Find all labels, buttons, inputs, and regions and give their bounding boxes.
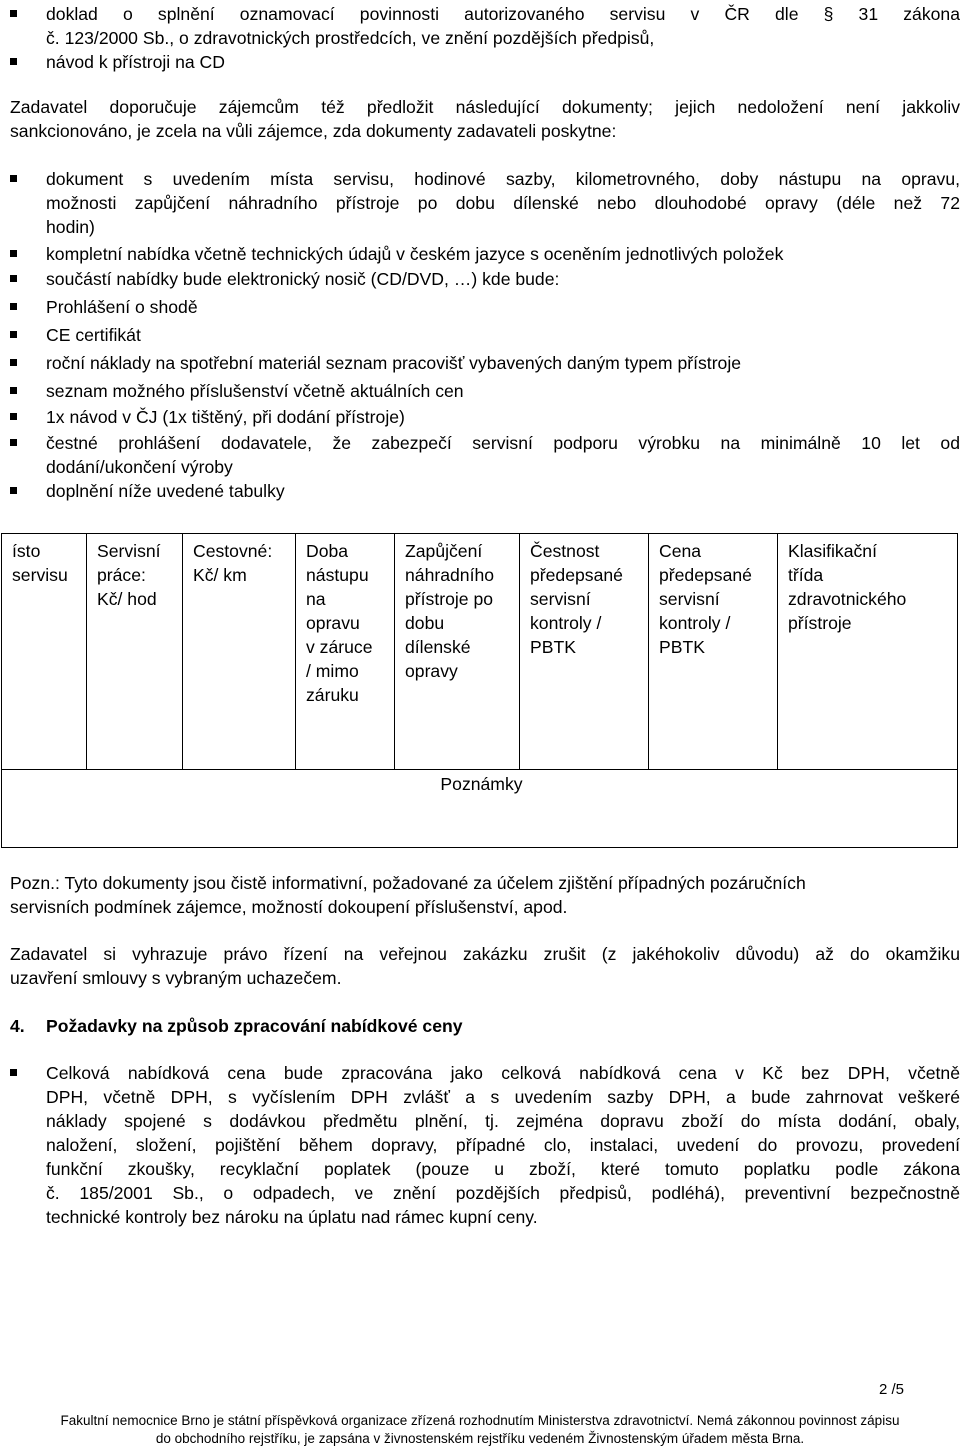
list-item-line: č. 185/2001 Sb., o odpadech, ve znění pozdějších předpisů, podléhá), preventivní bezpečnostně bbox=[46, 1183, 960, 1203]
square-bullet-icon bbox=[10, 58, 17, 65]
header-cell-device-class: Klasifikační třída zdravotnického přístroje bbox=[778, 534, 958, 770]
square-bullet-icon bbox=[10, 10, 17, 17]
list-item-line: Celková nabídková cena bude zpracována jako celková nabídková cena v Kč bez DPH, včetně bbox=[46, 1063, 960, 1083]
header-cell-servis-location: ísto servisu bbox=[2, 534, 87, 770]
list-item bbox=[10, 323, 960, 347]
square-bullet-icon bbox=[10, 387, 17, 394]
list-item bbox=[10, 405, 960, 429]
square-bullet-icon bbox=[10, 439, 17, 446]
list-item bbox=[10, 2, 960, 50]
square-bullet-icon bbox=[10, 331, 17, 338]
square-bullet-icon bbox=[10, 413, 17, 420]
list-item-line: naložení, složení, pojištění během dopravy, případné clo, instalaci, uvedení do provozu, provedení bbox=[46, 1135, 960, 1155]
list-item-line: CE certifikát bbox=[46, 325, 141, 345]
service-table bbox=[1, 533, 958, 848]
list-item-line: Prohlášení o shodě bbox=[46, 297, 198, 317]
square-bullet-icon bbox=[10, 487, 17, 494]
list-item-line: možnosti zapůjčení náhradního přístroje po dobu dílenské nebo dlouhodobé opravy (déle než 72 bbox=[46, 193, 960, 213]
list-item-line: dokument s uvedením místa servisu, hodinové sazby, kilometrovného, doby nástupu na opravu, bbox=[46, 169, 960, 189]
list-item-line: funkční zkoušky, recyklační poplatek (pouze u zboží, které tomuto poplatku podle zákona bbox=[46, 1159, 960, 1179]
section-number: 4. bbox=[10, 1016, 25, 1036]
list-item-line: čestné prohlášení dodavatele, že zabezpečí servisní podporu výrobku na minimálně 10 let od bbox=[46, 433, 960, 453]
list-item bbox=[10, 479, 960, 503]
note-paragraph bbox=[10, 871, 960, 919]
list-item-line: návod k přístroji na CD bbox=[46, 52, 225, 72]
list-item-line: č. 123/2000 Sb., o zdravotnických prostředcích, ve znění pozdějších předpisů, bbox=[46, 28, 655, 48]
list-item-line: roční náklady na spotřební materiál seznam pracovišť vybavených daným typem přístroje bbox=[46, 353, 742, 373]
list-item bbox=[10, 431, 960, 479]
list-item-line: technické kontroly bez nároku na úplatu nad rámec kupní ceny. bbox=[46, 1207, 538, 1227]
header-cell-service-work: Servisní práce: Kč/ hod bbox=[87, 534, 183, 770]
footer-line: Fakultní nemocnice Brno je státní příspěvková organizace zřízená rozhodnutím Ministerstva zdravotnictví. Nemá zákonnou povinnost zápisu bbox=[60, 1413, 900, 1428]
footer-line: do obchodního rejstříku, je zapsána v živnostenském rejstříku vedeném Živnostenským úřadem města Brna. bbox=[155, 1431, 805, 1446]
list-item bbox=[10, 351, 960, 375]
price-bullet-list bbox=[10, 1061, 960, 1229]
list-item bbox=[10, 167, 960, 239]
section-heading bbox=[10, 1014, 463, 1038]
paragraph-line: Zadavatel si vyhrazuje právo řízení na veřejnou zakázku zrušit (z jakéhokoliv důvodu) až do okamžiku bbox=[10, 944, 960, 964]
list-item-line: hodin) bbox=[46, 217, 95, 237]
notes-label: Poznámky bbox=[440, 774, 523, 794]
list-item bbox=[10, 1061, 960, 1229]
square-bullet-icon bbox=[10, 250, 17, 257]
reserve-paragraph bbox=[10, 942, 960, 990]
square-bullet-icon bbox=[10, 359, 17, 366]
list-item bbox=[10, 379, 960, 403]
paragraph-line: Zadavatel doporučuje zájemcům též předložit následující dokumenty; jejich nedoložení není jakkoliv bbox=[10, 97, 960, 117]
list-item-line: 1x návod v ČJ (1x tištěný, při dodání přístroje) bbox=[46, 407, 405, 427]
paragraph-line: Pozn.: Tyto dokumenty jsou čistě informativní, požadované za účelem zjištění případných pozáručních bbox=[10, 873, 806, 893]
table-notes-row bbox=[2, 770, 958, 848]
header-cell-inspection-price: Cena předepsané servisní kontroly / PBTK bbox=[649, 534, 778, 770]
list-item-line: dodání/ukončení výroby bbox=[46, 457, 233, 477]
list-item-line: doplnění níže uvedené tabulky bbox=[46, 481, 285, 501]
top-bullet-list bbox=[10, 2, 960, 74]
paragraph-line: servisních podmínek zájemce, možností dokoupení příslušenství, apod. bbox=[10, 897, 568, 917]
header-cell-response-time: Doba nástupu na opravu v záruce / mimo záruku bbox=[296, 534, 395, 770]
paragraph-line: uzavření smlouvy s vybraným uchazečem. bbox=[10, 968, 342, 988]
header-cell-loan-device: Zapůjčení náhradního přístroje po dobu dílenské opravy bbox=[395, 534, 520, 770]
list-item-line: náklady spojené s dodávkou předmětu plnění, tj. zejména dopravu zboží do místa dodání, obaly, bbox=[46, 1111, 960, 1131]
paragraph-line: sankcionováno, je zcela na vůli zájemce, zda dokumenty zadavateli poskytne: bbox=[10, 121, 617, 141]
list-item-line: seznam možného příslušenství včetně aktuálních cen bbox=[46, 381, 464, 401]
recommend-paragraph bbox=[10, 95, 960, 143]
square-bullet-icon bbox=[10, 303, 17, 310]
square-bullet-icon bbox=[10, 275, 17, 282]
section-title: Požadavky na způsob zpracování nabídkové ceny bbox=[46, 1016, 463, 1036]
header-cell-travel: Cestovné: Kč/ km bbox=[183, 534, 296, 770]
list-item-line: doklad o splnění oznamovací povinnosti autorizovaného servisu v ČR dle § 31 zákona bbox=[46, 4, 960, 24]
page-number: 2 /5 bbox=[878, 1381, 904, 1398]
square-bullet-icon bbox=[10, 175, 17, 182]
table-header-row bbox=[2, 534, 958, 770]
list-item-line: DPH, včetně DPH, s vyčíslením DPH zvlášť a s uvedením sazby DPH, a bude zahrnovat veškeré bbox=[46, 1087, 960, 1107]
list-item-line: součástí nabídky bude elektronický nosič (CD/DVD, …) kde bude: bbox=[46, 269, 560, 289]
list-item bbox=[10, 242, 960, 266]
list-item bbox=[10, 50, 960, 74]
square-bullet-icon bbox=[10, 1069, 17, 1076]
list-item bbox=[10, 267, 960, 291]
list-item bbox=[10, 295, 960, 319]
header-cell-inspection-frequency: Čestnost předepsané servisní kontroly / PBTK bbox=[520, 534, 649, 770]
document-bullet-list bbox=[10, 167, 960, 503]
notes-cell bbox=[2, 770, 958, 848]
list-item-line: kompletní nabídka včetně technických údajů v českém jazyce s oceněním jednotlivých položek bbox=[46, 244, 784, 264]
footer bbox=[0, 1412, 960, 1448]
